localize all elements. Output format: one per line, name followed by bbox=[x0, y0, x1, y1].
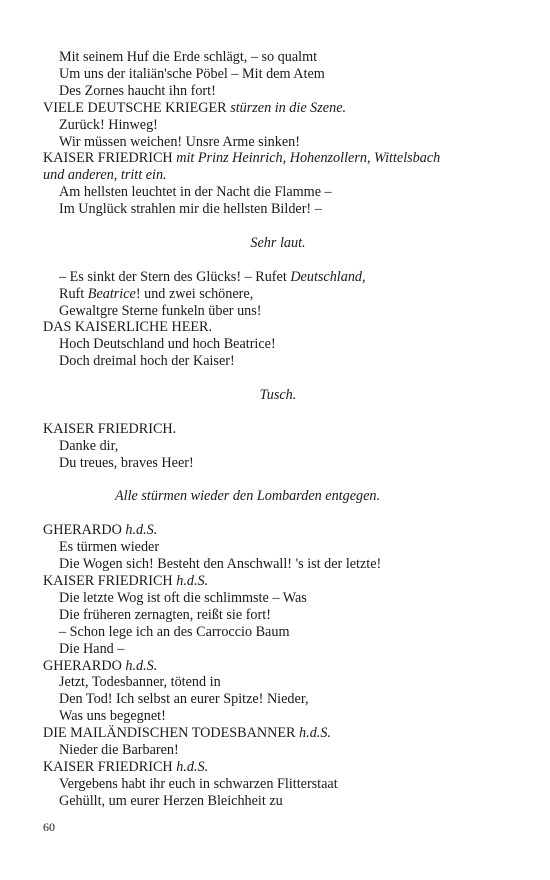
line-text: Im Unglück strahlen mir die hellsten Bilder! – bbox=[59, 201, 322, 218]
verse-line bbox=[43, 742, 513, 759]
line-text: DIE MAILÄNDISCHEN TODESBANNER bbox=[43, 725, 300, 742]
italic-text: mit Prinz Heinrich, Hohenzollern, Wittelsbach bbox=[176, 150, 441, 167]
speaker-line bbox=[43, 759, 513, 776]
line-text: Den Tod! Ich selbst an eurer Spitze! Nieder, bbox=[59, 691, 309, 708]
italic-text: h.d.S. bbox=[176, 573, 209, 589]
page-text bbox=[43, 49, 513, 810]
verse-line bbox=[43, 539, 513, 556]
verse-line bbox=[43, 438, 513, 455]
line-text: Es türmen wieder bbox=[59, 539, 160, 556]
stage-direction bbox=[43, 235, 513, 252]
speaker-line bbox=[43, 522, 513, 539]
speaker-line bbox=[43, 167, 513, 184]
line-text: Wir müssen weichen! Unsre Arme sinken! bbox=[59, 133, 300, 150]
italic-text: und anderen, tritt ein. bbox=[43, 167, 167, 184]
line-text: KAISER FRIEDRICH. bbox=[43, 420, 177, 437]
blank-line bbox=[43, 505, 513, 522]
italic-text: stürzen in die Szene. bbox=[230, 99, 347, 116]
italic-text: Tusch. bbox=[259, 387, 297, 404]
line-text: KAISER FRIEDRICH bbox=[43, 573, 177, 589]
blank-line bbox=[43, 404, 513, 421]
line-text: Die Hand – bbox=[59, 640, 125, 657]
line-text: Um uns der italiän'sche Pöbel – Mit dem Atem bbox=[59, 65, 325, 82]
italic-text: h.d.S. bbox=[176, 758, 209, 775]
line-text: Danke dir, bbox=[59, 437, 119, 454]
verse-line bbox=[43, 117, 513, 134]
line-text: Mit seinem Huf die Erde schlägt, – so qualmt bbox=[59, 49, 318, 65]
line-text: Die Wogen sich! Besteht den Anschwall! 's ist der letzte! bbox=[59, 556, 382, 573]
line-text: Die früheren zernagten, reißt sie fort! bbox=[59, 606, 271, 623]
line-text: ! und zwei schönere, bbox=[135, 285, 254, 302]
verse-line bbox=[43, 455, 513, 472]
speaker-line bbox=[43, 658, 513, 675]
line-text: Gewaltgre Sterne funkeln über uns! bbox=[59, 302, 262, 319]
verse-line bbox=[43, 691, 513, 708]
speaker-line bbox=[43, 573, 513, 590]
line-text: Die letzte Wog ist oft die schlimmste – Was bbox=[59, 589, 307, 606]
verse-line bbox=[43, 66, 513, 83]
line-text: KAISER FRIEDRICH bbox=[43, 758, 177, 775]
verse-line bbox=[43, 590, 513, 607]
line-text: – Schon lege ich an des Carroccio Baum bbox=[59, 623, 290, 640]
verse-line bbox=[43, 286, 513, 303]
line-text: KAISER FRIEDRICH bbox=[43, 150, 177, 167]
stage-direction bbox=[43, 488, 513, 505]
italic-text: Sehr laut. bbox=[250, 234, 306, 251]
blank-line bbox=[43, 370, 513, 387]
verse-line bbox=[43, 674, 513, 691]
blank-line bbox=[43, 218, 513, 235]
line-text: Du treues, braves Heer! bbox=[59, 454, 194, 471]
verse-line bbox=[43, 134, 513, 151]
verse-line bbox=[43, 607, 513, 624]
line-text: GHERARDO bbox=[43, 657, 126, 674]
stage-direction bbox=[43, 387, 513, 404]
italic-text: h.d.S. bbox=[125, 657, 158, 674]
verse-line bbox=[43, 556, 513, 573]
italic-text: Beatrice bbox=[87, 285, 136, 302]
italic-text: Alle stürmen wieder den Lombarden entgegen. bbox=[115, 488, 381, 505]
page-number: 60 bbox=[43, 820, 55, 834]
line-text: Am hellsten leuchtet in der Nacht die Flamme – bbox=[59, 184, 332, 201]
verse-line bbox=[43, 83, 513, 100]
line-text: – Es sinkt der Stern des Glücks! – Rufet bbox=[59, 268, 291, 285]
italic-text: h.d.S. bbox=[299, 725, 331, 742]
verse-line bbox=[43, 184, 513, 201]
italic-text: Deutschland, bbox=[290, 268, 366, 285]
verse-line bbox=[43, 776, 513, 793]
speaker-line bbox=[43, 150, 513, 167]
verse-line bbox=[43, 353, 513, 370]
line-text: Gehüllt, um eurer Herzen Bleichheit zu bbox=[59, 792, 283, 809]
speaker-line bbox=[43, 725, 513, 742]
verse-line bbox=[43, 49, 513, 66]
verse-line bbox=[43, 624, 513, 641]
blank-line bbox=[43, 252, 513, 269]
verse-line bbox=[43, 641, 513, 658]
line-text: Hoch Deutschland und hoch Beatrice! bbox=[59, 336, 276, 353]
line-text: Jetzt, Todesbanner, tötend in bbox=[59, 674, 221, 691]
italic-text: h.d.S. bbox=[125, 522, 158, 539]
line-text: Doch dreimal hoch der Kaiser! bbox=[59, 353, 235, 370]
verse-line bbox=[43, 708, 513, 725]
line-text: Ruft bbox=[59, 285, 88, 302]
line-text: VIELE DEUTSCHE KRIEGER bbox=[43, 99, 231, 116]
line-text: Des Zornes haucht ihn fort! bbox=[59, 82, 216, 99]
line-text: Nieder die Barbaren! bbox=[59, 742, 179, 759]
line-text: DAS KAISERLICHE HEER. bbox=[43, 319, 213, 336]
speaker-line bbox=[43, 421, 513, 438]
verse-line bbox=[43, 336, 513, 353]
verse-line bbox=[43, 793, 513, 810]
line-text: Zurück! Hinweg! bbox=[59, 116, 158, 133]
speaker-line bbox=[43, 100, 513, 117]
verse-line bbox=[43, 303, 513, 320]
verse-line bbox=[43, 269, 513, 286]
blank-line bbox=[43, 472, 513, 489]
verse-line bbox=[43, 201, 513, 218]
line-text: GHERARDO bbox=[43, 522, 126, 539]
line-text: Vergebens habt ihr euch in schwarzen Flitterstaat bbox=[59, 775, 338, 792]
speaker-line bbox=[43, 319, 513, 336]
line-text: Was uns begegnet! bbox=[59, 708, 166, 725]
